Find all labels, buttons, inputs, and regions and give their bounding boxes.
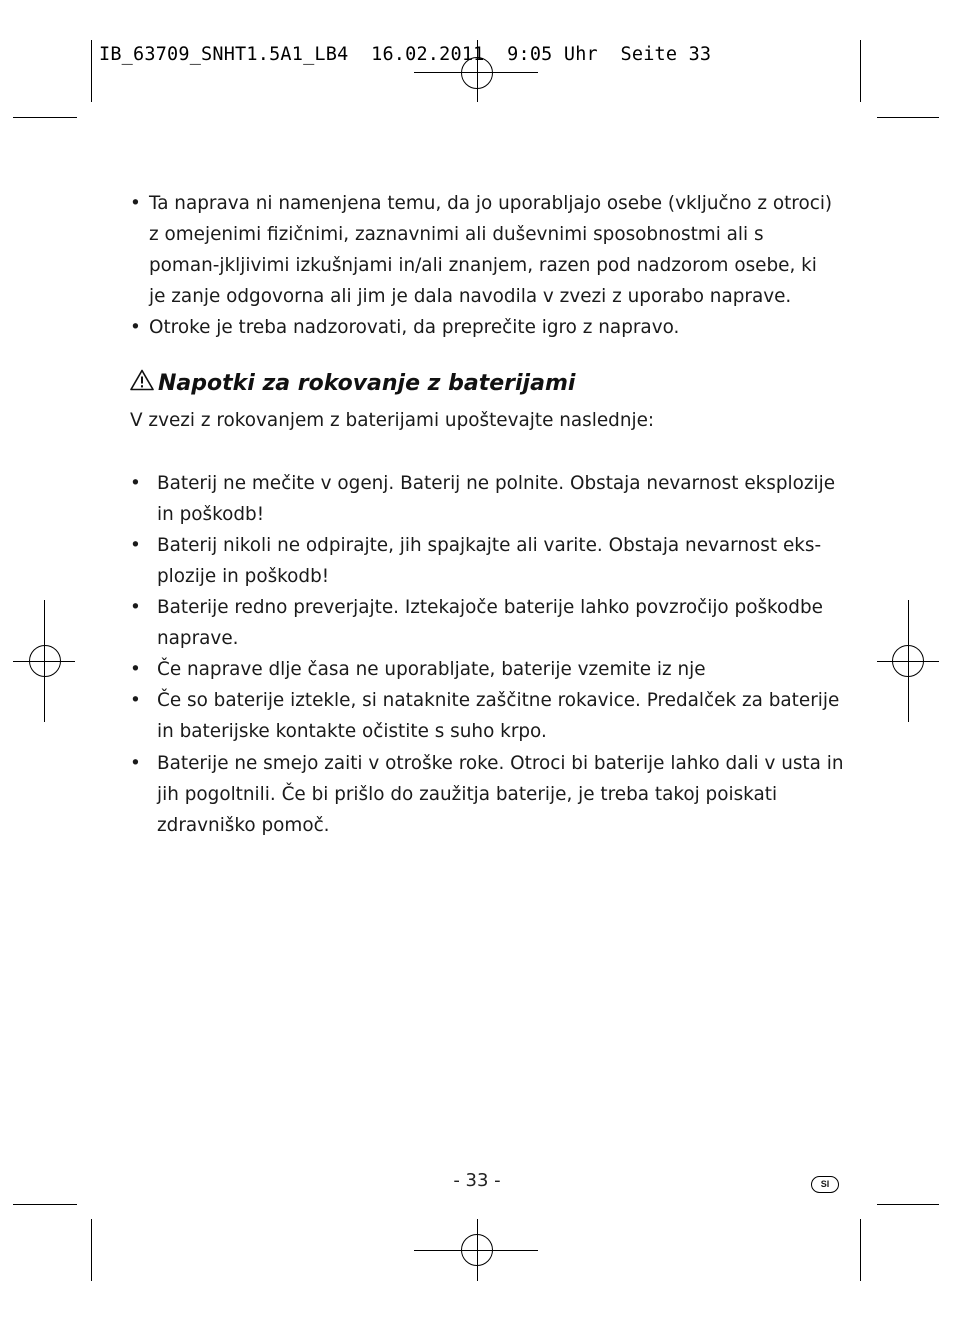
list-item-text: Baterij ne mečite v ogenj. Baterij ne polnite. Obstaja nevarnost eksplozije in poškodb!	[157, 473, 836, 525]
crop-mark	[860, 1219, 861, 1281]
print-slug: IB_63709_SNHT1.5A1_LB4 16.02.2011 9:05 Uhr Seite 33	[99, 44, 712, 65]
section-intro: V zvezi z rokovanjem z baterijami upoštevajte naslednje:	[130, 410, 655, 431]
crop-mark	[877, 117, 939, 118]
crop-mark	[13, 1204, 77, 1205]
section-heading	[130, 369, 575, 397]
crop-mark	[91, 40, 92, 102]
bullet-dot: •	[130, 193, 141, 214]
registration-circle	[892, 645, 924, 677]
list-item-text: Ta naprava ni namenjena temu, da jo uporabljajo osebe (vključno z otroci) z omejenimi fizičnimi, zaznavnimi ali duševnimi sposobnostmi ali s poman-jkljivimi izkušnjami in/ali znanjem, razen pod nadzorom osebe, ki je zanje odgovorna ali jim je dala navodila v zvezi z uporabo naprave.	[149, 193, 833, 307]
list-item-text: Baterije redno preverjajte. Iztekajoče baterije lahko povzročijo poškodbe naprave.	[157, 597, 823, 649]
crop-mark	[860, 40, 861, 102]
bullet-dot: •	[130, 659, 141, 680]
crop-mark	[91, 1219, 92, 1281]
list-item-text: Baterije ne smejo zaiti v otroške roke. Otroci bi baterije lahko dali v usta in jih pogoltnili. Če bi prišlo do zaužitja baterije, je treba takoj poiskati zdravniško pomoč.	[157, 753, 844, 836]
section-title: Napotki za rokovanje z baterijami	[158, 370, 576, 396]
registration-circle	[29, 645, 61, 677]
list-item-text: Otroke je treba nadzorovati, da preprečite igro z napravo.	[149, 317, 680, 338]
bullet-dot: •	[130, 535, 141, 556]
bullet-dot: •	[130, 690, 141, 711]
list-item-text: Baterij nikoli ne odpirajte, jih spajkajte ali varite. Obstaja nevarnost eks-plozije in poškodb!	[157, 535, 822, 587]
crop-mark	[13, 117, 77, 118]
language-badge: SI	[811, 1176, 839, 1193]
bullet-dot: •	[130, 317, 141, 338]
registration-circle	[461, 1234, 493, 1266]
warning-triangle-icon	[130, 369, 154, 397]
bullet-dot: •	[130, 753, 141, 774]
crop-mark	[877, 1204, 939, 1205]
bullet-dot: •	[130, 597, 141, 618]
bullet-dot: •	[130, 473, 141, 494]
page-number: - 33 -	[453, 1170, 501, 1191]
list-item-text: Če naprave dlje časa ne uporabljate, baterije vzemite iz nje	[157, 659, 706, 680]
list-item-text: Če so baterije iztekle, si nataknite zaščitne rokavice. Predalček za baterije in baterijske kontakte očistite s suho krpo.	[157, 690, 840, 742]
